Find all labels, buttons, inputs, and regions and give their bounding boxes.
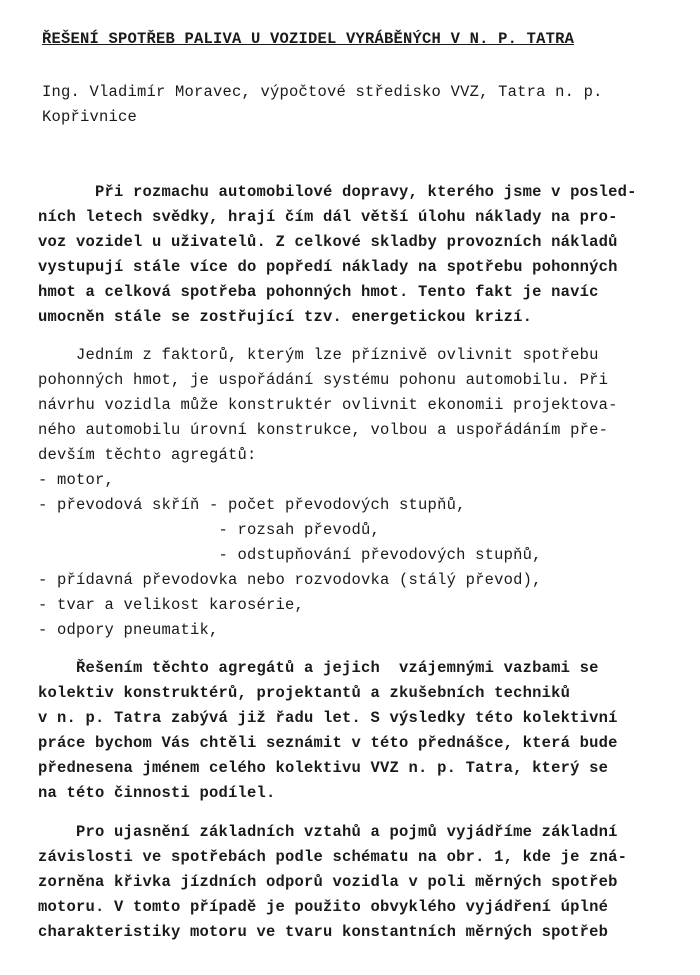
paragraph-1-line: Při rozmachu automobilové dopravy, kterého jsme v posled- [38, 183, 637, 201]
paragraph-4-line: Pro ujasnění základních vztahů a pojmů vyjádříme základní [38, 823, 618, 841]
paragraph-2-line: ného automobilu úrovní konstrukce, volbou a uspořádáním pře- [38, 421, 609, 439]
paragraph-1-line: ních letech svědky, hrají čím dál větší úlohu náklady na pro- [38, 208, 618, 226]
document-title: ŘEŠENÍ SPOTŘEB PALIVA U VOZIDEL VYRÁBĚNÝCH V N. P. TATRA [42, 30, 575, 48]
list-item: - odpory pneumatik, [38, 621, 219, 639]
author-location: Kopřivnice [42, 108, 138, 126]
author-line: Ing. Vladimír Moravec, výpočtové středisko VVZ, Tatra n. p. [42, 83, 603, 101]
paragraph-3-line: kolektiv konstruktérů, projektantů a zkušebních techniků [38, 684, 571, 702]
paragraph-1-line: vystupují stále více do popředí náklady na spotřebu pohonných [38, 258, 618, 276]
paragraph-2-line: pohonných hmot, je uspořádání systému pohonu automobilu. Při [38, 371, 609, 389]
list-item: - přídavná převodovka nebo rozvodovka (stálý převod), [38, 571, 542, 589]
paragraph-3-line: práce bychom Vás chtěli seznámit v této přednášce, která bude [38, 734, 618, 752]
author-block [42, 80, 682, 130]
list-item: - rozsah převodů, [38, 521, 381, 539]
list-item: - motor, [38, 471, 115, 489]
paragraph-3-line: Řešením těchto agregátů a jejich vzájemnými vazbami se [38, 659, 599, 677]
list-item: - odstupňování převodových stupňů, [38, 546, 542, 564]
paragraph-1-line: umocněn stále se zostřující tzv. energetickou krizí. [38, 308, 533, 326]
paragraph-4-line: motoru. V tomto případě je použito obvyklého vyjádření úplné [38, 898, 609, 916]
paragraph-1-line: hmot a celková spotřeba pohonných hmot. Tento fakt je navíc [38, 283, 599, 301]
paragraph-3-line: v n. p. Tatra zabývá již řadu let. S výsledky této kolektivní [38, 709, 618, 727]
list-item: - převodová skříň - počet převodových stupňů, [38, 496, 466, 514]
paragraph-3-line: na této činnosti podílel. [38, 784, 276, 802]
paragraph-1-line: voz vozidel u uživatelů. Z celkové skladby provozních nákladů [38, 233, 618, 251]
paragraph-4-line: zorněna křivka jízdních odporů vozidla v poli měrných spotřeb [38, 873, 618, 891]
paragraph-2-line: devším těchto agregátů: [38, 446, 257, 464]
paragraph-3-line: přednesena jménem celého kolektivu VVZ n. p. Tatra, který se [38, 759, 609, 777]
paragraph-2-line: Jedním z faktorů, kterým lze příznivě ovlivnit spotřebu [38, 346, 599, 364]
paragraph-4-line: charakteristiky motoru ve tvaru konstantních měrných spotřeb [38, 923, 609, 941]
paragraph-2-line: návrhu vozidla může konstruktér ovlivnit ekonomii projektova- [38, 396, 618, 414]
paragraph-4-line: závislosti ve spotřebách podle schématu na obr. 1, kde je zná- [38, 848, 628, 866]
list-item: - tvar a velikost karosérie, [38, 596, 305, 614]
